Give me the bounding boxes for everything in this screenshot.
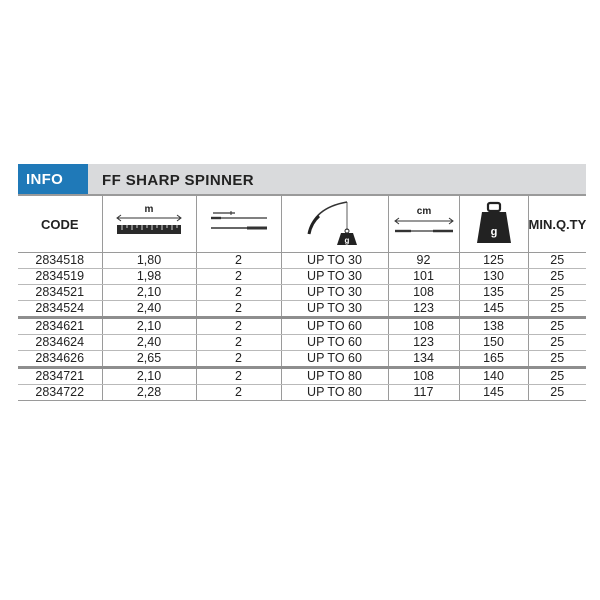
cell-length: 2,40 <box>102 335 196 351</box>
cell-weight: 135 <box>459 285 528 301</box>
cell-weight: 150 <box>459 335 528 351</box>
cell-code: 2834519 <box>18 269 102 285</box>
table-row <box>18 385 586 401</box>
cell-code: 2834721 <box>18 368 102 385</box>
cw-unit: g <box>344 235 349 245</box>
table-header-row <box>18 195 586 253</box>
rod-sections-icon <box>207 208 271 238</box>
cell-weight: 140 <box>459 368 528 385</box>
cell-sections: 2 <box>196 318 281 335</box>
weight-unit: g <box>490 225 497 238</box>
cell-sections: 2 <box>196 368 281 385</box>
cell-sections: 2 <box>196 335 281 351</box>
cell-sections: 2 <box>196 351 281 368</box>
cell-length: 2,28 <box>102 385 196 401</box>
transport-length-icon <box>391 203 457 243</box>
cell-cw: UP TO 30 <box>281 285 388 301</box>
cell-qty: 25 <box>528 351 586 368</box>
cell-transport: 117 <box>388 385 459 401</box>
cell-qty: 25 <box>528 285 586 301</box>
cell-transport: 108 <box>388 368 459 385</box>
cell-length: 2,10 <box>102 285 196 301</box>
cell-cw: UP TO 30 <box>281 253 388 269</box>
cell-cw: UP TO 60 <box>281 318 388 335</box>
col-transport-length <box>388 195 459 253</box>
transport-unit: cm <box>416 205 431 217</box>
product-title: FF SHARP SPINNER <box>102 172 254 189</box>
cell-weight: 125 <box>459 253 528 269</box>
cell-cw: UP TO 60 <box>281 335 388 351</box>
cell-code: 2834624 <box>18 335 102 351</box>
col-weight <box>459 195 528 253</box>
cell-sections: 2 <box>196 269 281 285</box>
cell-length: 2,10 <box>102 318 196 335</box>
bent-rod-weight-icon <box>305 198 365 248</box>
table-row <box>18 269 586 285</box>
table-row <box>18 368 586 385</box>
cell-length: 1,98 <box>102 269 196 285</box>
cell-code: 2834518 <box>18 253 102 269</box>
cell-weight: 145 <box>459 385 528 401</box>
cell-length: 2,65 <box>102 351 196 368</box>
table-row <box>18 351 586 368</box>
cell-cw: UP TO 80 <box>281 385 388 401</box>
cell-length: 1,80 <box>102 253 196 269</box>
col-min-qty-label: MIN.Q.TY <box>528 216 587 232</box>
cell-code: 2834621 <box>18 318 102 335</box>
cell-transport: 92 <box>388 253 459 269</box>
cell-transport: 108 <box>388 318 459 335</box>
cell-code: 2834722 <box>18 385 102 401</box>
col-code <box>18 195 102 253</box>
header-bar <box>18 164 586 194</box>
cell-sections: 2 <box>196 285 281 301</box>
cell-qty: 25 <box>528 385 586 401</box>
cell-length: 2,40 <box>102 301 196 318</box>
ruler-icon <box>114 203 184 243</box>
col-casting-weight <box>281 195 388 253</box>
table-row <box>18 335 586 351</box>
col-sections <box>196 195 281 253</box>
length-unit: m <box>144 203 154 215</box>
table-row <box>18 285 586 301</box>
cell-weight: 145 <box>459 301 528 318</box>
cell-cw: UP TO 60 <box>281 351 388 368</box>
cell-qty: 25 <box>528 318 586 335</box>
cell-weight: 165 <box>459 351 528 368</box>
cell-sections: 2 <box>196 253 281 269</box>
table-row <box>18 253 586 269</box>
spec-table <box>18 194 586 401</box>
cell-length: 2,10 <box>102 368 196 385</box>
cell-cw: UP TO 30 <box>281 301 388 318</box>
cell-qty: 25 <box>528 368 586 385</box>
col-length <box>102 195 196 253</box>
cell-transport: 108 <box>388 285 459 301</box>
cell-qty: 25 <box>528 335 586 351</box>
cell-qty: 25 <box>528 301 586 318</box>
weight-icon <box>474 200 514 246</box>
product-info-panel <box>18 164 586 401</box>
cell-qty: 25 <box>528 253 586 269</box>
col-code-label: CODE <box>40 216 79 232</box>
cell-transport: 123 <box>388 335 459 351</box>
table-row <box>18 301 586 318</box>
cell-qty: 25 <box>528 269 586 285</box>
cell-transport: 123 <box>388 301 459 318</box>
cell-code: 2834524 <box>18 301 102 318</box>
cell-weight: 138 <box>459 318 528 335</box>
cell-cw: UP TO 80 <box>281 368 388 385</box>
cell-sections: 2 <box>196 385 281 401</box>
cell-weight: 130 <box>459 269 528 285</box>
cell-transport: 134 <box>388 351 459 368</box>
cell-transport: 101 <box>388 269 459 285</box>
cell-code: 2834521 <box>18 285 102 301</box>
col-min-qty <box>528 195 586 253</box>
table-row <box>18 318 586 335</box>
cell-code: 2834626 <box>18 351 102 368</box>
cell-cw: UP TO 30 <box>281 269 388 285</box>
info-tab: INFO <box>18 164 88 194</box>
cell-sections: 2 <box>196 301 281 318</box>
